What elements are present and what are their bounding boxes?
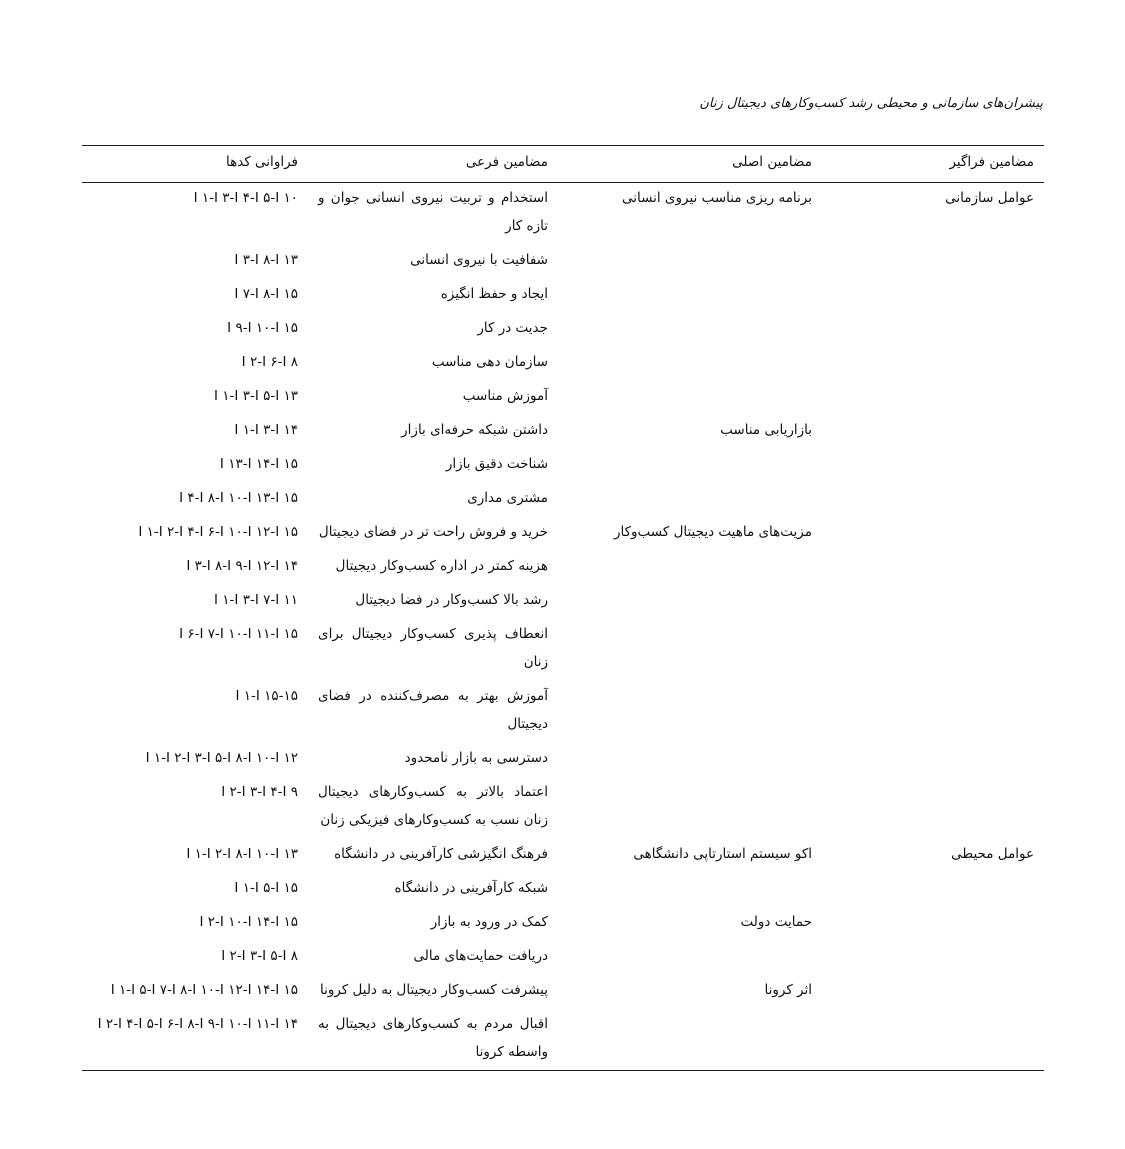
cell-sub-theme: دسترسی به بازار نامحدود xyxy=(404,750,548,766)
cell-main-theme xyxy=(558,279,822,313)
cell-overarching-theme xyxy=(822,551,1044,585)
table-row xyxy=(82,483,1044,517)
cell-sub-theme: ایجاد و حفظ انگیزه xyxy=(440,286,548,302)
cell-overarching-theme xyxy=(822,585,1044,619)
themes-table-wrapper xyxy=(82,145,1044,1071)
table-row xyxy=(82,907,1044,941)
cell-sub-theme: شناخت دقیق بازار xyxy=(445,456,548,472)
cell-code-frequency: I ۳-I ۸-I ۹-I ۱۲-I ۱۴ xyxy=(186,558,298,574)
cell-main-theme xyxy=(558,449,822,483)
cell-main-theme xyxy=(558,313,822,347)
cell-sub-theme: پیشرفت کسب‌وکار دیجیتال به دلیل کرونا xyxy=(319,982,548,998)
cell-overarching-theme xyxy=(822,415,1044,449)
cell-overarching-theme xyxy=(822,777,1044,839)
header-overarching: مضامین فراگیر xyxy=(822,146,1044,183)
cell-code-frequency: I ۲-I ۶-I ۸ xyxy=(241,354,298,370)
cell-sub-theme: آموزش مناسب xyxy=(462,388,548,404)
cell-main-theme: حمایت دولت xyxy=(740,914,812,930)
cell-main-theme xyxy=(558,245,822,279)
table-caption: پیشران‌های سازمانی و محیطی رشد کسب‌وکارهای دیجیتال زنان xyxy=(699,96,1043,111)
cell-sub-theme: اعتماد بالاتر به کسب‌وکارهای دیجیتال زنان نسب به کسب‌وکارهای فیزیکی زنان xyxy=(318,784,548,828)
table-row xyxy=(82,517,1044,551)
cell-sub-theme: فرهنگ انگیزشی کارآفرینی در دانشگاه xyxy=(334,846,548,862)
cell-main-theme: اثر کرونا xyxy=(764,982,812,998)
cell-code-frequency: I ۱-I ۳-I ۷-I ۱۱ xyxy=(214,592,298,608)
cell-main-theme xyxy=(558,551,822,585)
cell-sub-theme: داشتن شبکه حرفه‌ای بازار xyxy=(401,422,548,438)
cell-main-theme xyxy=(558,681,822,743)
cell-sub-theme: شفافیت با نیروی انسانی xyxy=(410,252,548,268)
table-row xyxy=(82,585,1044,619)
cell-code-frequency: I ۱-I ۲-I ۳-I ۵-I ۸-I ۱۰-I ۱۲ xyxy=(145,750,298,766)
cell-code-frequency: I ۱۳-I ۱۴-I ۱۵ xyxy=(219,456,298,472)
cell-sub-theme: کمک در ورود به بازار xyxy=(430,914,548,930)
cell-main-theme: مزیت‌های ماهیت دیجیتال کسب‌وکار xyxy=(613,524,812,540)
cell-sub-theme: اقبال مردم به کسب‌وکارهای دیجیتال به واسطه کرونا xyxy=(308,1009,558,1071)
cell-code-frequency: I ۹-I ۱۰-I ۱۵ xyxy=(227,320,298,336)
cell-code-frequency: I ۲-I ۱۰-I ۱۴-I ۱۵ xyxy=(199,914,298,930)
cell-code-frequency: I ۱-I ۱۵-۱۵ xyxy=(235,688,298,704)
cell-overarching-theme xyxy=(822,279,1044,313)
cell-overarching-theme xyxy=(822,907,1044,941)
cell-code-frequency: I ۶-I ۷-I ۱۰-I ۱۱-I ۱۵ xyxy=(179,626,298,642)
table-row xyxy=(82,183,1044,246)
cell-code-frequency: I ۲-I ۳-I ۴-I ۹ xyxy=(221,784,298,800)
cell-main-theme xyxy=(558,483,822,517)
cell-main-theme xyxy=(558,1009,822,1071)
cell-sub-theme: دریافت حمایت‌های مالی xyxy=(413,948,548,964)
table-row xyxy=(82,941,1044,975)
table-row xyxy=(82,873,1044,907)
cell-main-theme: برنامه ریزی مناسب نیروی انسانی xyxy=(621,190,812,206)
header-row xyxy=(82,146,1044,183)
cell-overarching-theme xyxy=(822,941,1044,975)
cell-main-theme xyxy=(558,743,822,777)
cell-main-theme xyxy=(558,777,822,839)
cell-sub-theme: استخدام و تربیت نیروی انسانی جوان و تازه کار xyxy=(318,190,548,234)
cell-code-frequency: I ۱-I ۵-I ۷-I ۸-I ۱۰-I ۱۲-I ۱۴-I ۱۵ xyxy=(110,982,298,998)
table-row xyxy=(82,681,1044,743)
cell-sub-theme: شبکه کارآفرینی در دانشگاه xyxy=(394,880,548,896)
cell-main-theme: بازاریابی مناسب xyxy=(720,422,812,438)
cell-overarching-theme xyxy=(822,873,1044,907)
cell-overarching-theme: عوامل سازمانی xyxy=(945,190,1034,206)
cell-main-theme xyxy=(558,347,822,381)
table-row xyxy=(82,743,1044,777)
header-freq: فراوانی کدها xyxy=(82,146,308,183)
cell-overarching-theme xyxy=(822,313,1044,347)
table-row xyxy=(82,1009,1044,1071)
cell-overarching-theme xyxy=(822,381,1044,415)
cell-overarching-theme: عوامل محیطی xyxy=(951,846,1034,862)
table-row xyxy=(82,415,1044,449)
table-row xyxy=(82,449,1044,483)
table-row xyxy=(82,347,1044,381)
cell-code-frequency: I ۱-I ۲-I ۴-I ۶-I ۱۰-I ۱۲-I ۱۵ xyxy=(138,524,298,540)
cell-main-theme xyxy=(558,381,822,415)
cell-sub-theme: مشتری مداری xyxy=(467,490,548,506)
cell-overarching-theme xyxy=(822,743,1044,777)
cell-main-theme: اکو سیستم استارتاپی دانشگاهی xyxy=(633,846,812,862)
table-row xyxy=(82,619,1044,681)
cell-main-theme xyxy=(558,585,822,619)
cell-code-frequency: I ۱-I ۵-I ۱۵ xyxy=(234,880,298,896)
table-row xyxy=(82,975,1044,1009)
cell-overarching-theme xyxy=(822,619,1044,681)
cell-overarching-theme xyxy=(822,975,1044,1009)
header-sub: مضامین فرعی xyxy=(308,146,558,183)
cell-code-frequency: I ۳-I ۸-I ۱۳ xyxy=(234,252,298,268)
table-row xyxy=(82,381,1044,415)
cell-overarching-theme xyxy=(822,449,1044,483)
cell-code-frequency: I ۱-I ۲-I ۸-I ۱۰-I ۱۳ xyxy=(186,846,298,862)
cell-main-theme xyxy=(558,619,822,681)
table-row xyxy=(82,839,1044,873)
table-body xyxy=(82,183,1044,1071)
cell-overarching-theme xyxy=(822,483,1044,517)
cell-sub-theme: جدیت در کار xyxy=(477,320,548,336)
cell-code-frequency: I ۱-I ۳-I ۵-I ۱۳ xyxy=(214,388,298,404)
cell-sub-theme: انعطاف پذیری کسب‌وکار دیجیتال برای زنان xyxy=(318,626,548,670)
table-row xyxy=(82,279,1044,313)
cell-sub-theme: آموزش بهتر به مصرف‌کننده در فضای دیجیتال xyxy=(318,688,548,732)
cell-overarching-theme xyxy=(822,517,1044,551)
table-row xyxy=(82,777,1044,839)
cell-code-frequency: I ۱-I ۳-I ۴-I ۵-I ۱۰ xyxy=(193,190,298,206)
cell-sub-theme: رشد بالا کسب‌وکار در فضا دیجیتال xyxy=(355,592,548,608)
cell-overarching-theme xyxy=(822,347,1044,381)
table-row xyxy=(82,313,1044,347)
cell-sub-theme: خرید و فروش راحت تر در فضای دیجیتال xyxy=(318,524,548,540)
cell-overarching-theme xyxy=(822,681,1044,743)
cell-sub-theme: هزینه کمتر در اداره کسب‌وکار دیجیتال xyxy=(335,558,548,574)
cell-code-frequency: I ۱-I ۳-I ۱۴ xyxy=(234,422,298,438)
table-row xyxy=(82,245,1044,279)
cell-overarching-theme xyxy=(822,1009,1044,1071)
cell-code-frequency: I ۲-I ۳-I ۵-I ۸ xyxy=(221,948,298,964)
cell-main-theme xyxy=(558,873,822,907)
cell-sub-theme: سازمان دهی مناسب xyxy=(431,354,548,370)
cell-overarching-theme xyxy=(822,245,1044,279)
cell-code-frequency: I ۴-I ۸-I ۱۰-I ۱۳-I ۱۵ xyxy=(179,490,298,506)
cell-code-frequency: I ۷-I ۸-I ۱۵ xyxy=(234,286,298,302)
cell-code-frequency: I ۲-I ۴-I ۵-I ۶-I ۸-I ۹-I ۱۰-I ۱۱-I ۱۴ xyxy=(82,1009,308,1071)
table-row xyxy=(82,551,1044,585)
header-main: مضامین اصلی xyxy=(558,146,822,183)
cell-main-theme xyxy=(558,941,822,975)
themes-table xyxy=(82,145,1044,1071)
